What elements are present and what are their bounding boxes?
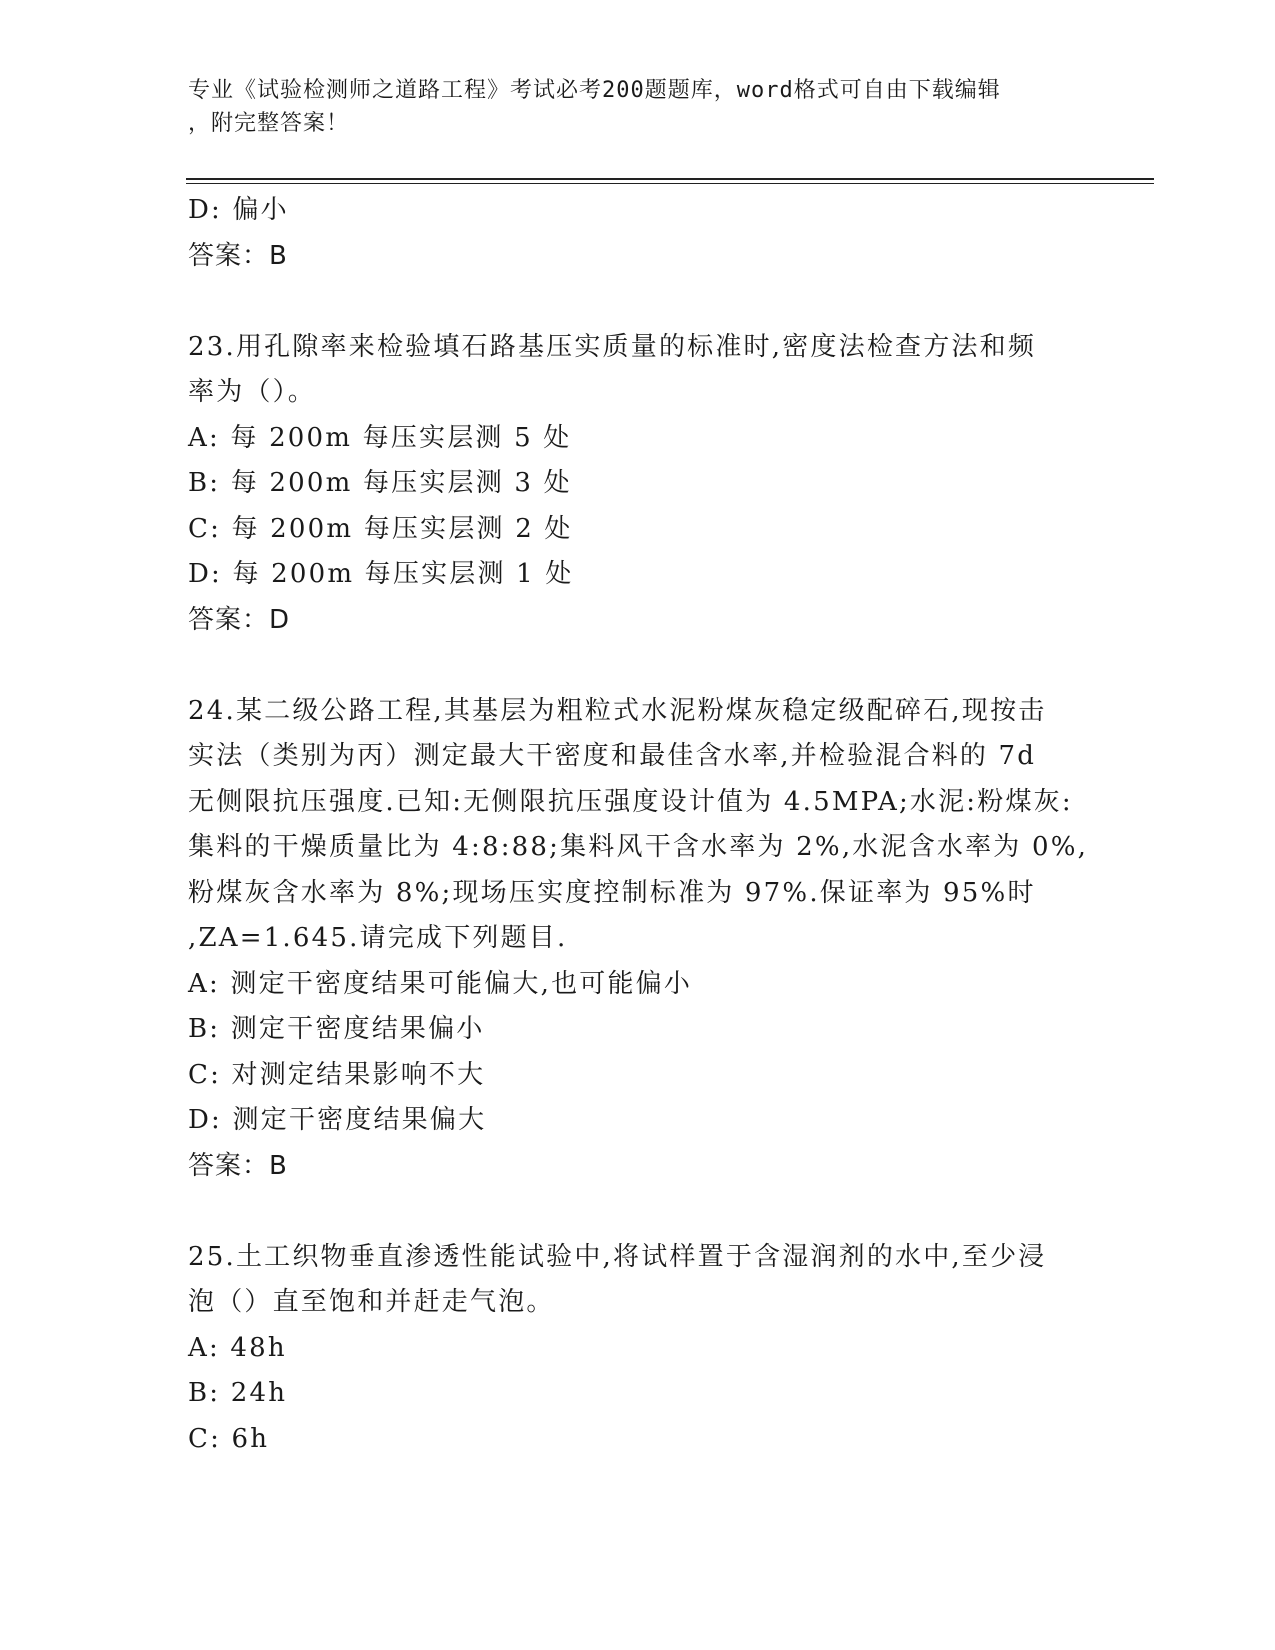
option-c: C: 对测定结果影响不大 [188, 1059, 486, 1090]
question-stem: 无侧限抗压强度.已知:无侧限抗压强度设计值为 4.5MPA;水泥:粉煤灰: [188, 786, 1073, 817]
option-a: A: 每 200m 每压实层测 5 处 [188, 422, 572, 453]
option-d: D: 测定干密度结果偏大 [188, 1105, 487, 1135]
question-stem: 率为（）。 [188, 377, 317, 407]
option-c: C: 6h [188, 1423, 270, 1454]
header-divider-thin [186, 183, 1154, 184]
header-line-2: ，附完整答案！ [188, 111, 350, 136]
spacer [188, 279, 1088, 325]
spacer [188, 643, 1088, 689]
answer: 答案：B [188, 240, 288, 271]
option-d: D: 每 200m 每压实层测 1 处 [188, 559, 574, 589]
option-b: B: 每 200m 每压实层测 3 处 [188, 468, 572, 498]
question-25 [188, 1235, 1088, 1463]
question-stem: 25.土工织物垂直渗透性能试验中,将试样置于含湿润剂的水中,至少浸 [188, 1241, 1047, 1272]
question-stem: 集料的干燥质量比为 4:8:88;集料风干含水率为 2%,水泥含水率为 0%, [188, 832, 1089, 862]
option-a: A: 48h [188, 1332, 287, 1363]
question-24 [188, 689, 1088, 1190]
option-c: C: 每 200m 每压实层测 2 处 [188, 513, 573, 544]
spacer [188, 1189, 1088, 1235]
header-line-1: 专业《试验检测师之道路工程》考试必考200题题库，word格式可自由下载编辑 [188, 78, 1001, 103]
answer: 答案：B [188, 1150, 288, 1181]
option-d: D: 偏小 [188, 195, 289, 225]
question-stem: 粉煤灰含水率为 8%;现场压实度控制标准为 97%.保证率为 95%时 [188, 877, 1036, 908]
question-stem: 实法（类别为丙）测定最大干密度和最佳含水率,并检验混合料的 7d [188, 741, 1037, 771]
question-stem: 泡（）直至饱和并赶走气泡。 [188, 1287, 555, 1317]
question-23 [188, 325, 1088, 644]
question-stem: 23.用孔隙率来检验填石路基压实质量的标准时,密度法检查方法和频 [188, 331, 1037, 362]
document-header [188, 74, 1068, 140]
option-b: B: 24h [188, 1378, 288, 1408]
question-stem: 24.某二级公路工程,其基层为粗粒式水泥粉煤灰稳定级配碎石,现按击 [188, 695, 1047, 726]
header-divider-thick [186, 178, 1154, 180]
question-stem: ,ZA=1.645.请完成下列题目. [188, 923, 568, 953]
document-body [188, 188, 1088, 1462]
option-a: A: 测定干密度结果可能偏大,也可能偏小 [188, 968, 693, 999]
option-b: B: 测定干密度结果偏小 [188, 1014, 485, 1044]
answer: 答案：D [188, 604, 291, 635]
